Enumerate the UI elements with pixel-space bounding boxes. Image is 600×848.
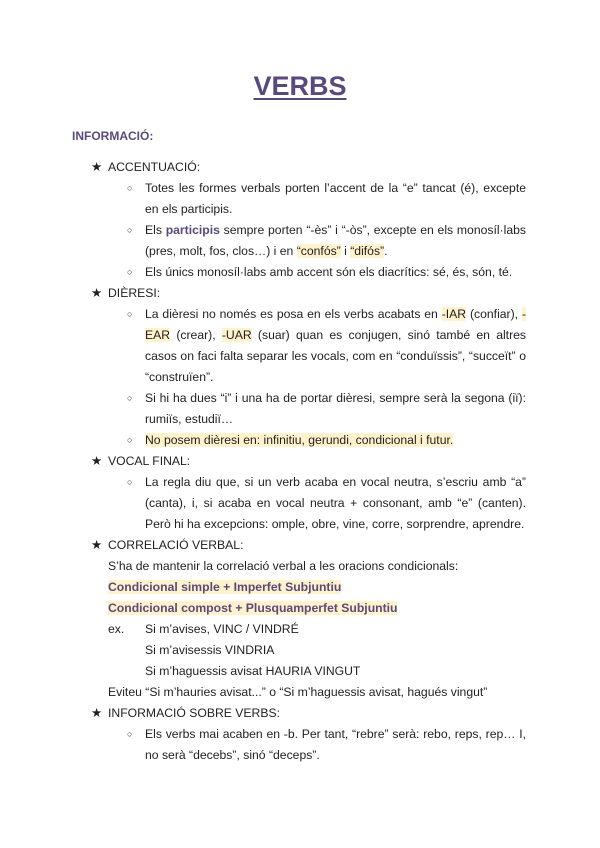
circle-bullet-icon: ○	[127, 393, 133, 403]
rule-condicional-simple	[108, 577, 341, 598]
section-heading: INFORMACIÓ:	[72, 129, 154, 143]
circle-bullet-icon: ○	[127, 225, 133, 235]
highlight-ear: -EAR	[145, 307, 526, 342]
circle-bullet-icon: ○	[127, 435, 133, 445]
page-title: VERBS	[253, 71, 347, 101]
highlight-uar: -UAR	[221, 328, 252, 342]
text-run: i	[340, 244, 351, 258]
accentuacio-item-1: Totes les formes verbals porten l’accent de la “e” tancat (é), excepte en els participis.	[145, 181, 526, 216]
correlacio-intro: S’ha de mantenir la correlació verbal a les oracions condicionals:	[108, 559, 459, 573]
info-verbs-item-1: Els verbs mai acaben en -b. Per tant, “rebre” serà: rebo, reps, rep… I, no serà “decebs”, sinó “deceps”.	[145, 727, 526, 762]
text-run: .	[384, 244, 388, 258]
text-run: (confiar),	[466, 307, 522, 321]
text-run: sempre porten “-ès” i “-òs”, excepte en els monosíl·labs (pres, molt, fos, clos…) i en	[145, 223, 526, 258]
highlight-difos: “difós”	[350, 244, 385, 258]
highlight-iar: -IAR	[441, 307, 467, 321]
text-run: (suar) quan es conjugen, sinó també en altres casos on faci falta separar les vocals, com en “conduïssis”, “succeït” o “construïen”.	[145, 328, 526, 384]
vocal-final-label: VOCAL FINAL:	[108, 454, 191, 468]
circle-bullet-icon: ○	[127, 477, 133, 487]
star-bullet-icon: ★	[91, 286, 103, 300]
example-1: Si m’avises, VINC / VINDRÉ	[145, 622, 299, 636]
example-2: Si m’avisessis VINDRIA	[145, 643, 275, 657]
example-3: Si m’haguessis avisat HAURIA VINGUT	[145, 664, 361, 678]
rule-1-text: Condicional simple + Imperfet Subjuntiu	[108, 580, 342, 594]
dieresi-item-2: Si hi ha dues “i” i una ha de portar dièresi, sempre serà la segona (iï): rumiïs, estudiï…	[145, 391, 526, 426]
avoid-note: Eviteu “Si m’hauries avisat...” o “Si m’haguessis avisat, hagués vingut”	[108, 685, 488, 699]
accentuacio-label: ACCENTUACIÓ:	[108, 160, 201, 174]
correlacio-label: CORRELACIÓ VERBAL:	[108, 538, 244, 552]
star-bullet-icon: ★	[91, 706, 103, 720]
highlight-no-dieresi: No posem dièresi en: infinitiu, gerundi, condicional i futur.	[145, 433, 454, 447]
star-bullet-icon: ★	[91, 160, 103, 174]
example-label: ex.	[108, 622, 125, 636]
highlight-confos: “confós”	[296, 244, 341, 258]
circle-bullet-icon: ○	[127, 267, 133, 277]
rule-2-text: Condicional compost + Plusquamperfet Subjuntiu	[108, 601, 398, 615]
rule-condicional-compost	[108, 598, 397, 619]
text-run: (crear),	[170, 328, 222, 342]
circle-bullet-icon: ○	[127, 309, 133, 319]
star-bullet-icon: ★	[91, 538, 103, 552]
dieresi-label: DIÈRESI:	[108, 286, 161, 300]
circle-bullet-icon: ○	[127, 729, 133, 739]
accentuacio-item-2	[145, 220, 526, 262]
circle-bullet-icon: ○	[127, 183, 133, 193]
participis-keyword: participis	[165, 223, 220, 237]
info-verbs-label: INFORMACIÓ SOBRE VERBS:	[108, 706, 281, 720]
text-run: La dièresi no només es posa en els verbs acabats en	[145, 307, 442, 321]
vocal-final-item-1: La regla diu que, si un verb acaba en vocal neutra, s’escriu amb “a” (canta), i, si acaba en vocal neutra + consonant, amb “e” (canten). Però hi ha excepcions: omple, obre, vine, corre, sorprendre, aprendre.	[145, 475, 526, 531]
star-bullet-icon: ★	[91, 454, 103, 468]
accentuacio-item-3: Els únics monosíl·labs amb accent són els diacrítics: sé, és, són, té.	[145, 265, 513, 279]
dieresi-item-1	[145, 304, 526, 388]
text-run: Els	[145, 223, 166, 237]
dieresi-item-3	[145, 430, 526, 451]
